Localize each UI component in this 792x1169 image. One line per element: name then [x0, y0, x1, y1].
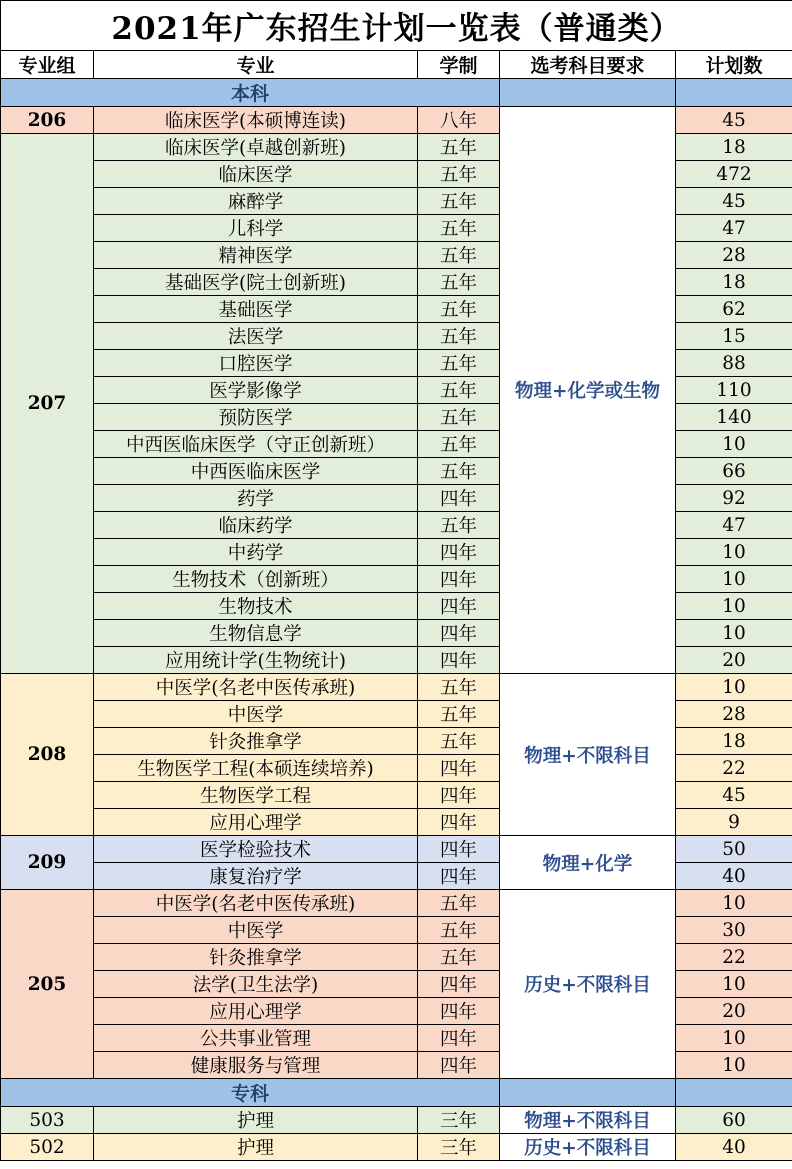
subject-requirement: 历史+不限科目: [500, 890, 676, 1079]
table-row: [1, 890, 792, 917]
group-code: 206: [1, 107, 94, 134]
plan-count: 40: [676, 863, 792, 890]
major-name: 预防医学: [94, 404, 418, 431]
major-name: 公共事业管理: [94, 1025, 418, 1052]
study-years: 五年: [418, 350, 500, 377]
major-name: 生物技术: [94, 593, 418, 620]
study-years: 五年: [418, 215, 500, 242]
plan-count: 22: [676, 944, 792, 971]
group-code: 209: [1, 836, 94, 890]
group-code: 502: [1, 1134, 94, 1161]
major-name: 临床药学: [94, 512, 418, 539]
major-name: 健康服务与管理: [94, 1052, 418, 1079]
major-name: 针灸推拿学: [94, 728, 418, 755]
major-name: 中医学: [94, 917, 418, 944]
major-name: 针灸推拿学: [94, 944, 418, 971]
study-years: 四年: [418, 971, 500, 998]
page-title: 2021年广东招生计划一览表（普通类）: [1, 1, 792, 51]
group-code: 205: [1, 890, 94, 1079]
study-years: 五年: [418, 269, 500, 296]
plan-count: 18: [676, 134, 792, 161]
subject-requirement: 物理+不限科目: [500, 674, 676, 836]
major-name: 中西医临床医学: [94, 458, 418, 485]
major-name: 中医学(名老中医传承班): [94, 674, 418, 701]
major-name: 应用心理学: [94, 998, 418, 1025]
plan-count: 18: [676, 728, 792, 755]
group-code: 503: [1, 1107, 94, 1134]
study-years: 四年: [418, 566, 500, 593]
study-years: 四年: [418, 809, 500, 836]
plan-count: 92: [676, 485, 792, 512]
major-name: 生物技术（创新班）: [94, 566, 418, 593]
study-years: 四年: [418, 863, 500, 890]
section-header-blank: [500, 79, 676, 107]
table-row: [1, 107, 792, 134]
plan-count: 10: [676, 674, 792, 701]
study-years: 五年: [418, 134, 500, 161]
section-header-blank: [676, 79, 792, 107]
group-rows: [1, 107, 792, 1079]
major-name: 基础医学(院士创新班): [94, 269, 418, 296]
col-header-major: 专业: [94, 51, 418, 79]
study-years: 三年: [418, 1134, 500, 1161]
plan-count: 10: [676, 593, 792, 620]
study-years: 五年: [418, 404, 500, 431]
major-name: 精神医学: [94, 242, 418, 269]
plan-count: 140: [676, 404, 792, 431]
plan-count: 45: [676, 188, 792, 215]
plan-count: 60: [676, 1107, 792, 1134]
plan-count: 28: [676, 701, 792, 728]
plan-count: 15: [676, 323, 792, 350]
plan-count: 10: [676, 971, 792, 998]
plan-count: 9: [676, 809, 792, 836]
major-name: 法医学: [94, 323, 418, 350]
plan-count: 45: [676, 782, 792, 809]
study-years: 五年: [418, 161, 500, 188]
plan-count: 10: [676, 539, 792, 566]
major-name: 中医学(名老中医传承班): [94, 890, 418, 917]
study-years: 五年: [418, 917, 500, 944]
study-years: 五年: [418, 377, 500, 404]
plan-count: 22: [676, 755, 792, 782]
plan-count: 47: [676, 215, 792, 242]
study-years: 四年: [418, 620, 500, 647]
major-name: 护理: [94, 1134, 418, 1161]
study-years: 四年: [418, 998, 500, 1025]
section-header-blank: [500, 1079, 676, 1107]
major-name: 麻醉学: [94, 188, 418, 215]
study-years: 五年: [418, 458, 500, 485]
plan-count: 10: [676, 1052, 792, 1079]
study-years: 五年: [418, 701, 500, 728]
plan-count: 45: [676, 107, 792, 134]
study-years: 五年: [418, 674, 500, 701]
major-name: 儿科学: [94, 215, 418, 242]
subject-requirement: 物理+化学: [500, 836, 676, 890]
table-row: [1, 836, 792, 863]
study-years: 四年: [418, 647, 500, 674]
plan-count: 66: [676, 458, 792, 485]
plan-count: 47: [676, 512, 792, 539]
subject-requirement: 物理+不限科目: [500, 1107, 676, 1134]
study-years: 五年: [418, 188, 500, 215]
junior-rows: [1, 1107, 792, 1161]
major-name: 医学影像学: [94, 377, 418, 404]
major-name: 应用统计学(生物统计): [94, 647, 418, 674]
col-header-requirement: 选考科目要求: [500, 51, 676, 79]
study-years: 三年: [418, 1107, 500, 1134]
study-years: 五年: [418, 944, 500, 971]
study-years: 五年: [418, 728, 500, 755]
section-header-undergrad: 本科: [1, 79, 500, 107]
study-years: 四年: [418, 485, 500, 512]
study-years: 四年: [418, 755, 500, 782]
table-row: [1, 1134, 792, 1161]
plan-count: 472: [676, 161, 792, 188]
study-years: 五年: [418, 323, 500, 350]
study-years: 四年: [418, 539, 500, 566]
plan-count: 20: [676, 647, 792, 674]
major-name: 临床医学(卓越创新班): [94, 134, 418, 161]
plan-count: 10: [676, 431, 792, 458]
study-years: 四年: [418, 782, 500, 809]
major-name: 临床医学: [94, 161, 418, 188]
subject-requirement: 物理+化学或生物: [500, 107, 676, 674]
group-code: 208: [1, 674, 94, 836]
major-name: 护理: [94, 1107, 418, 1134]
study-years: 四年: [418, 1052, 500, 1079]
plan-count: 20: [676, 998, 792, 1025]
study-years: 五年: [418, 890, 500, 917]
plan-count: 30: [676, 917, 792, 944]
plan-count: 40: [676, 1134, 792, 1161]
major-name: 中药学: [94, 539, 418, 566]
plan-count: 10: [676, 566, 792, 593]
section-header-junior: 专科: [1, 1079, 500, 1107]
study-years: 五年: [418, 512, 500, 539]
table-row: [1, 674, 792, 701]
plan-count: 18: [676, 269, 792, 296]
subject-requirement: 历史+不限科目: [500, 1134, 676, 1161]
study-years: 五年: [418, 296, 500, 323]
col-header-years: 学制: [418, 51, 500, 79]
study-years: 八年: [418, 107, 500, 134]
group-code: 207: [1, 134, 94, 674]
major-name: 法学(卫生法学): [94, 971, 418, 998]
study-years: 四年: [418, 836, 500, 863]
major-name: 医学检验技术: [94, 836, 418, 863]
major-name: 药学: [94, 485, 418, 512]
study-years: 四年: [418, 593, 500, 620]
major-name: 生物医学工程(本硕连续培养): [94, 755, 418, 782]
major-name: 生物信息学: [94, 620, 418, 647]
major-name: 基础医学: [94, 296, 418, 323]
study-years: 五年: [418, 431, 500, 458]
col-header-plan: 计划数: [676, 51, 792, 79]
plan-count: 88: [676, 350, 792, 377]
plan-count: 28: [676, 242, 792, 269]
section-header-blank: [676, 1079, 792, 1107]
plan-count: 110: [676, 377, 792, 404]
study-years: 四年: [418, 1025, 500, 1052]
major-name: 中西医临床医学（守正创新班）: [94, 431, 418, 458]
major-name: 临床医学(本硕博连读): [94, 107, 418, 134]
study-years: 五年: [418, 242, 500, 269]
major-name: 应用心理学: [94, 809, 418, 836]
plan-count: 50: [676, 836, 792, 863]
major-name: 生物医学工程: [94, 782, 418, 809]
plan-count: 10: [676, 620, 792, 647]
table-row: [1, 1107, 792, 1134]
plan-count: 10: [676, 1025, 792, 1052]
major-name: 口腔医学: [94, 350, 418, 377]
major-name: 中医学: [94, 701, 418, 728]
plan-count: 10: [676, 890, 792, 917]
major-name: 康复治疗学: [94, 863, 418, 890]
col-header-group: 专业组: [1, 51, 94, 79]
plan-count: 62: [676, 296, 792, 323]
